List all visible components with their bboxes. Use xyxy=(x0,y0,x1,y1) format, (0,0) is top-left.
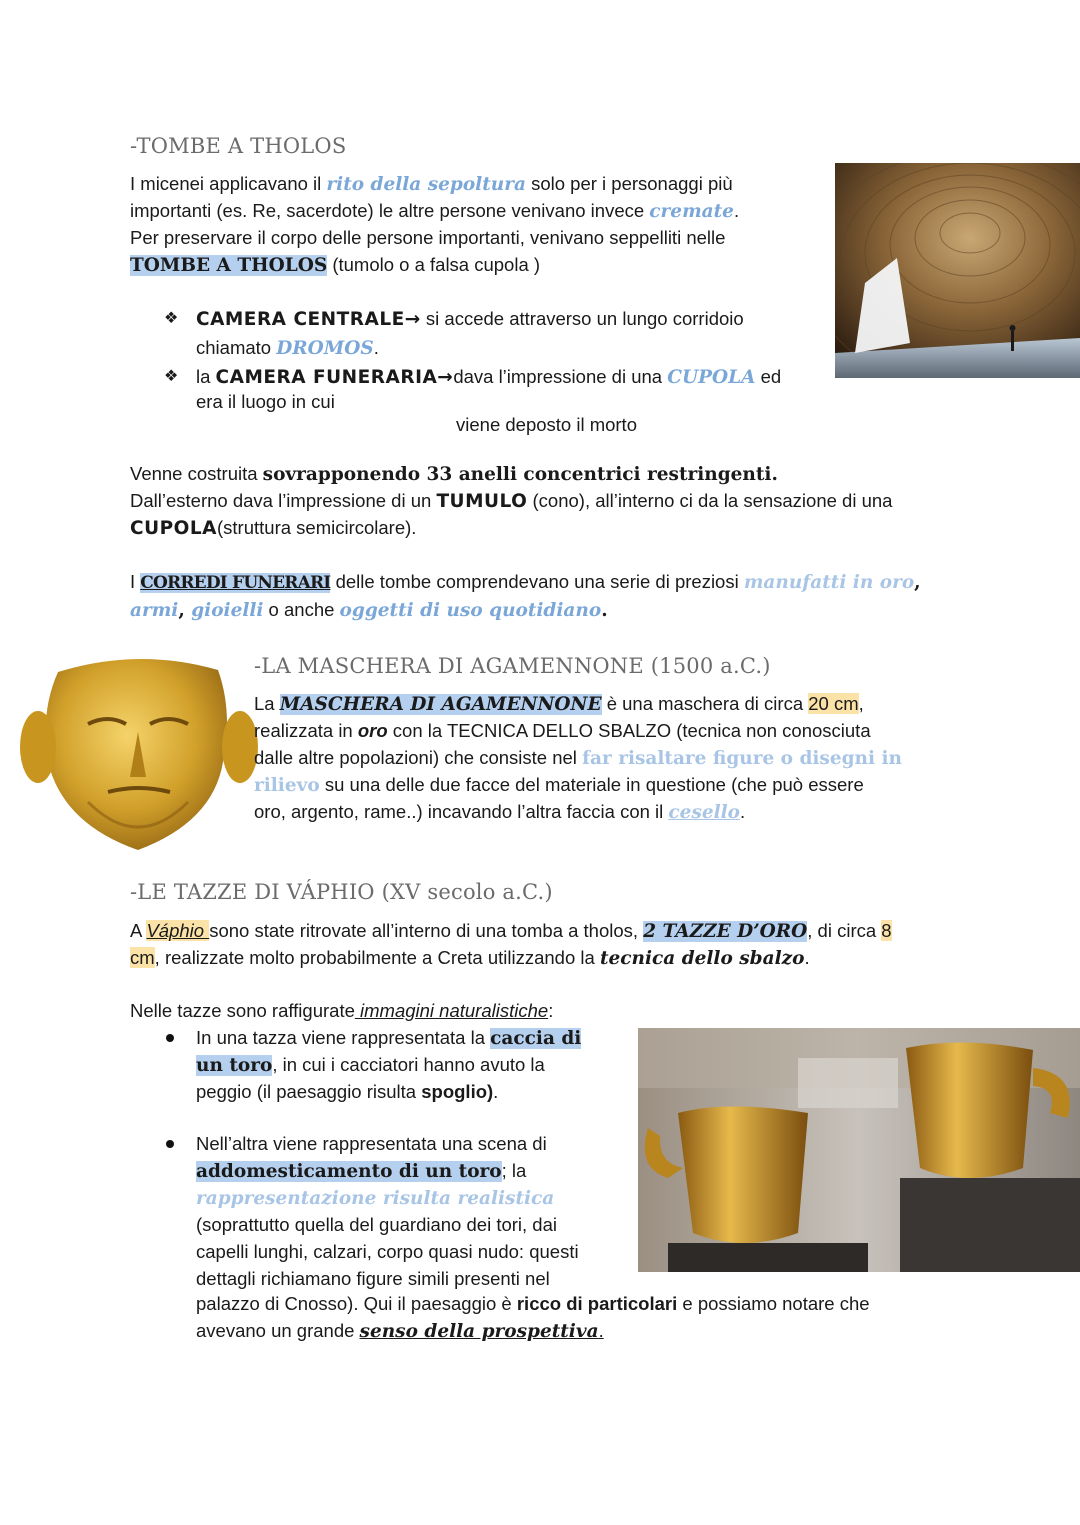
cups-bullet-2-line-2: addomesticamento di un toro; la xyxy=(196,1160,527,1182)
cups-bullet-1-line-1: In una tazza viene rappresentata la caccia di xyxy=(196,1027,582,1049)
tholos-line-2: importanti (es. Re, sacerdote) le altre persone venivano invece cremate. xyxy=(130,200,740,222)
bullet-camera-funeraria-cont2: viene deposto il morto xyxy=(456,414,637,435)
bullet-camera-funeraria: la CAMERA FUNERARIA→dava l’impressione di una CUPOLA ed xyxy=(196,366,782,388)
tholos-para-3: CUPOLA(struttura semicircolare). xyxy=(130,517,417,539)
bullet-camera-centrale: CAMERA CENTRALE→ si accede attraverso un lungo corridoio xyxy=(196,308,744,330)
bullet-dot-icon xyxy=(166,1034,174,1042)
corredi-line-2: armi, gioielli o anche oggetti di uso quotidiano. xyxy=(130,599,608,621)
cups-bullet-1-line-2: un toro, in cui i cacciatori hanno avuto la xyxy=(196,1054,545,1076)
bullet-diamond-icon: ❖ xyxy=(164,310,179,327)
cups-bullet-2-line-6: dettagli richiamano figure simili presenti nel xyxy=(196,1268,550,1289)
cups-line-3: Nelle tazze sono raffigurate immagini naturalistiche: xyxy=(130,1000,554,1021)
tholos-dome-photo xyxy=(835,163,1080,378)
bullet-dot-icon xyxy=(166,1140,174,1148)
cups-bullet-2-line-8: avevano un grande senso della prospettiva. xyxy=(196,1320,604,1342)
section-heading-mask: -LA MASCHERA DI AGAMENNONE (1500 a.C.) xyxy=(254,654,771,678)
tholos-line-4: TOMBE A THOLOS (tumolo o a falsa cupola ) xyxy=(130,254,541,276)
section-heading-tholos: -TOMBE A THOLOS xyxy=(130,134,347,158)
tholos-line-1: I micenei applicavano il rito della sepoltura solo per i personaggi più xyxy=(130,173,733,195)
cups-bullet-2-line-3: rappresentazione risulta realistica xyxy=(196,1188,555,1209)
cups-bullet-2-line-4: (soprattutto quella del guardiano dei tori, dai xyxy=(196,1214,557,1235)
cups-bullet-1-line-3: peggio (il paesaggio risulta spoglio). xyxy=(196,1081,499,1102)
bullet-camera-centrale-cont: chiamato DROMOS. xyxy=(196,337,379,359)
cups-bullet-2-line-5: capelli lunghi, calzari, corpo quasi nudo: questi xyxy=(196,1241,579,1262)
vaphio-cups-photo xyxy=(638,1028,1080,1272)
corredi-line-1: I CORREDI FUNERARI delle tombe comprendevano una serie di preziosi manufatti in oro, xyxy=(130,571,921,593)
mask-line-1: La MASCHERA DI AGAMENNONE è una maschera di circa 20 cm, xyxy=(254,693,864,715)
mask-line-2: realizzata in oro con la TECNICA DELLO SBALZO (tecnica non conosciuta xyxy=(254,720,871,741)
cups-bullet-2-line-7: palazzo di Cnosso). Qui il paesaggio è ricco di particolari e possiamo notare che xyxy=(196,1293,870,1314)
cups-line-1: A Váphio sono state ritrovate all’interno di una tomba a tholos, 2 TAZZE D’ORO, di circa 8 xyxy=(130,920,892,942)
bullet-camera-funeraria-cont: era il luogo in cui xyxy=(196,391,335,412)
mask-line-5: oro, argento, rame..) incavando l’altra faccia con il cesello. xyxy=(254,801,746,823)
agamemnon-mask-photo xyxy=(18,652,258,852)
bullet-diamond-icon: ❖ xyxy=(164,368,179,385)
tholos-para-2: Dall’esterno dava l’impressione di un TUMULO (cono), all’interno ci da la sensazione di una xyxy=(130,490,893,512)
cups-bullet-2-line-1: Nell’altra viene rappresentata una scena di xyxy=(196,1133,547,1154)
cups-line-2: cm, realizzate molto probabilmente a Creta utilizzando la tecnica dello sbalzo. xyxy=(130,947,810,969)
section-heading-cups: -LE TAZZE DI VÁPHIO (XV secolo a.C.) xyxy=(130,880,553,904)
mask-line-3: dalle altre popolazioni) che consiste nel far risaltare figure o disegni in xyxy=(254,747,902,769)
tholos-para-1: Venne costruita sovrapponendo 33 anelli concentrici restringenti. xyxy=(130,463,778,485)
mask-line-4: rilievo su una delle due facce del materiale in questione (che può essere xyxy=(254,774,864,796)
tholos-line-3: Per preservare il corpo delle persone importanti, venivano seppelliti nelle xyxy=(130,227,726,248)
